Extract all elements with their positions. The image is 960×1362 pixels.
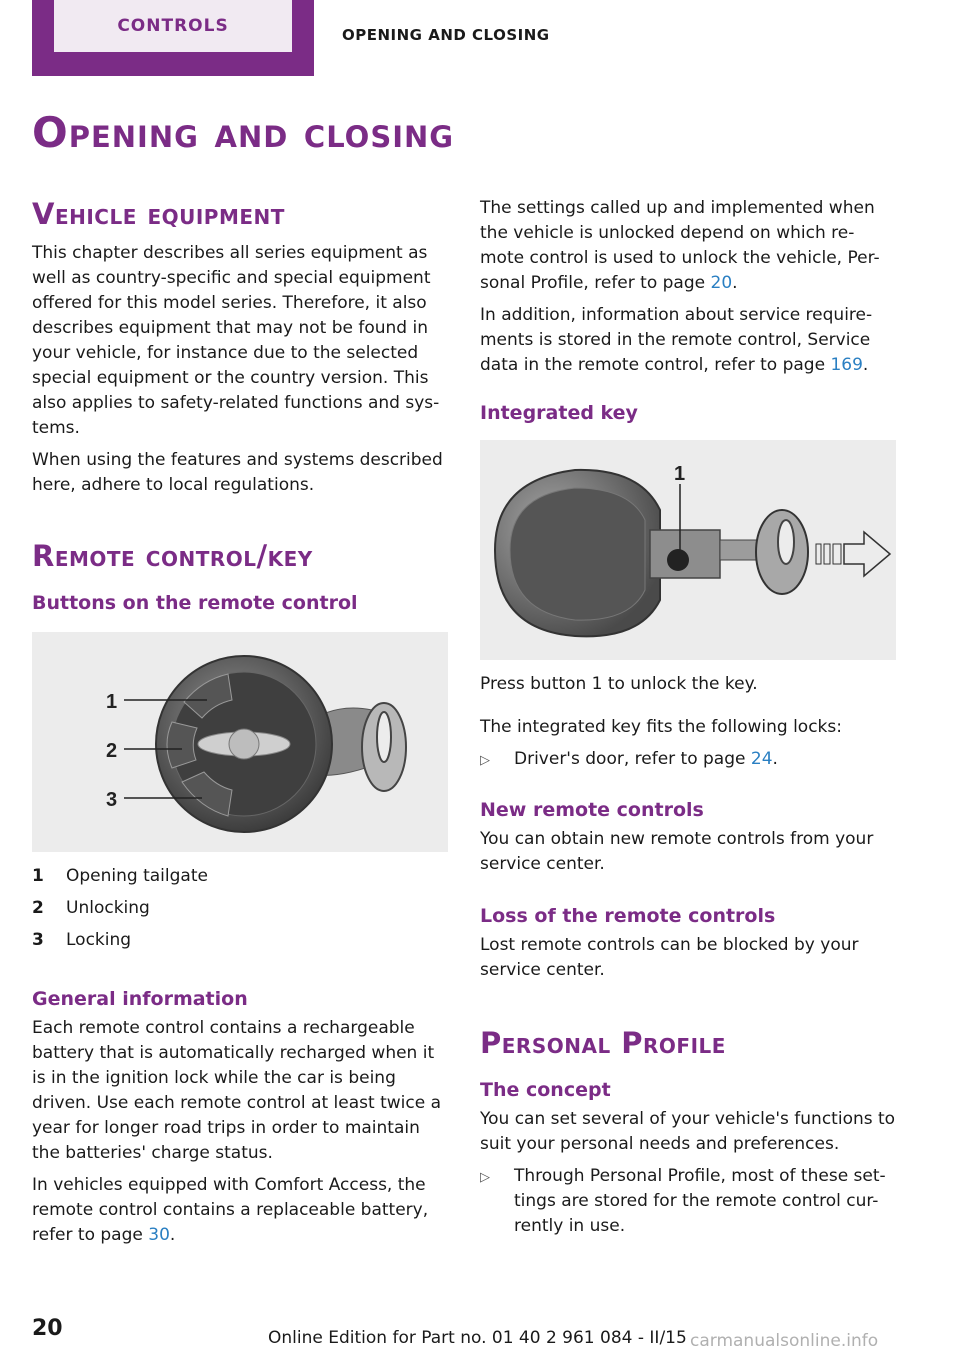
legend-number: 3 — [32, 930, 44, 950]
vehicle-equipment-heading: Vehicle equipment — [32, 197, 285, 231]
edition-note: Online Edition for Part no. 01 40 2 961 084 - II/15 — [268, 1328, 687, 1348]
left-column — [32, 196, 448, 1248]
section-header: OPENING AND CLOSING — [342, 26, 550, 44]
page-link-20[interactable]: 20 — [710, 273, 733, 293]
settings-paragraph-1 — [480, 196, 896, 296]
legend-item — [32, 892, 448, 924]
remote-control-heading: Remote control/key — [32, 539, 313, 573]
text-span: . — [169, 1225, 176, 1245]
remote-control-illustration — [32, 632, 448, 852]
vehicle-equipment-paragraph-2: When using the features and systems described here, adhere to local regulations. — [32, 450, 443, 495]
text-span: . — [772, 749, 778, 769]
callout-2: 2 — [106, 740, 118, 762]
new-remote-controls-heading: New remote controls — [480, 799, 704, 821]
general-information-paragraph-1: Each remote control contains a rechargeable battery that is automatically recharged when it is in the ignition lock while the car is being driven. Use each remote control at least twice a year for longer road trips in order to maintain the batteries' charge status. — [32, 1018, 441, 1163]
callout-1: 1 — [106, 691, 118, 713]
loss-remote-controls-heading: Loss of the remote controls — [480, 905, 776, 927]
bullet-item — [480, 1164, 896, 1239]
vehicle-equipment-paragraph-1: This chapter describes all series equipment as well as country-specific and special equipment offered for this model series. Therefore, it also describes equipment that may not be found in your vehicle, for instance due to the selected special equipment or the country version. This also applies to safety-related functions and sys-tems. — [32, 243, 440, 438]
text-span: . — [732, 273, 738, 293]
loss-remote-controls-paragraph: Lost remote controls can be blocked by your service center. — [480, 935, 859, 980]
general-information-paragraph-2 — [32, 1173, 448, 1248]
text-span: Driver's door, refer to page — [514, 749, 751, 769]
settings-paragraph-2 — [480, 303, 896, 378]
integrated-key-paragraph-1: Press button 1 to unlock the key. — [480, 674, 758, 694]
chapter-tab — [32, 0, 314, 76]
chapter-tab-label: CONTROLS — [117, 16, 229, 36]
buttons-heading: Buttons on the remote control — [32, 592, 358, 614]
new-remote-controls-paragraph: You can obtain new remote controls from your service center. — [480, 829, 874, 874]
bullet-triangle-icon: ▷ — [480, 1170, 490, 1185]
bullet-item — [480, 747, 896, 773]
page-number: 20 — [32, 1316, 63, 1341]
concept-paragraph: You can set several of your vehicle's functions to suit your personal needs and preferences. — [480, 1109, 896, 1154]
button-legend — [32, 860, 448, 956]
integrated-key-figure — [480, 440, 896, 660]
page-link-24[interactable]: 24 — [750, 749, 773, 769]
legend-text: Opening tailgate — [66, 866, 208, 886]
general-information-heading: General information — [32, 988, 248, 1010]
bullet-text: Through Personal Profile, most of these set-tings are stored for the remote control cur-rently in use. — [514, 1166, 886, 1236]
legend-text: Locking — [66, 930, 132, 950]
bullet-triangle-icon: ▷ — [480, 753, 490, 768]
legend-item — [32, 924, 448, 956]
text-span: In vehicles equipped with Comfort Access, the remote control contains a replaceable battery, refer to page — [32, 1175, 429, 1245]
legend-number: 2 — [32, 898, 44, 918]
integrated-key-illustration — [480, 440, 896, 660]
right-column — [480, 196, 896, 1239]
page-title: Opening and closing — [32, 108, 455, 157]
watermark: carmanualsonline.info — [690, 1331, 879, 1351]
text-span: In addition, information about service require-ments is stored in the remote control, Service data in the remote control, refer to page — [480, 305, 873, 375]
page-link-30[interactable]: 30 — [148, 1225, 170, 1245]
legend-number: 1 — [32, 866, 44, 886]
integrated-key-paragraph-2: The integrated key fits the following locks: — [480, 717, 842, 737]
concept-heading: The concept — [480, 1079, 611, 1101]
legend-text: Unlocking — [66, 898, 150, 918]
chapter-tab-inner — [54, 0, 292, 52]
legend-item — [32, 860, 448, 892]
text-span: . — [862, 355, 869, 375]
personal-profile-heading: Personal Profile — [480, 1026, 726, 1060]
page-link-169[interactable]: 169 — [830, 355, 863, 375]
bullet-text — [514, 747, 896, 773]
text-span: The settings called up and implemented when the vehicle is unlocked depend on which re-mote control is used to unlock the vehicle, Per-sonal Profile, refer to page — [480, 198, 880, 293]
callout-3: 3 — [106, 789, 118, 811]
callout-1: 1 — [674, 463, 686, 485]
remote-control-figure — [32, 632, 448, 852]
integrated-key-heading: Integrated key — [480, 402, 638, 424]
